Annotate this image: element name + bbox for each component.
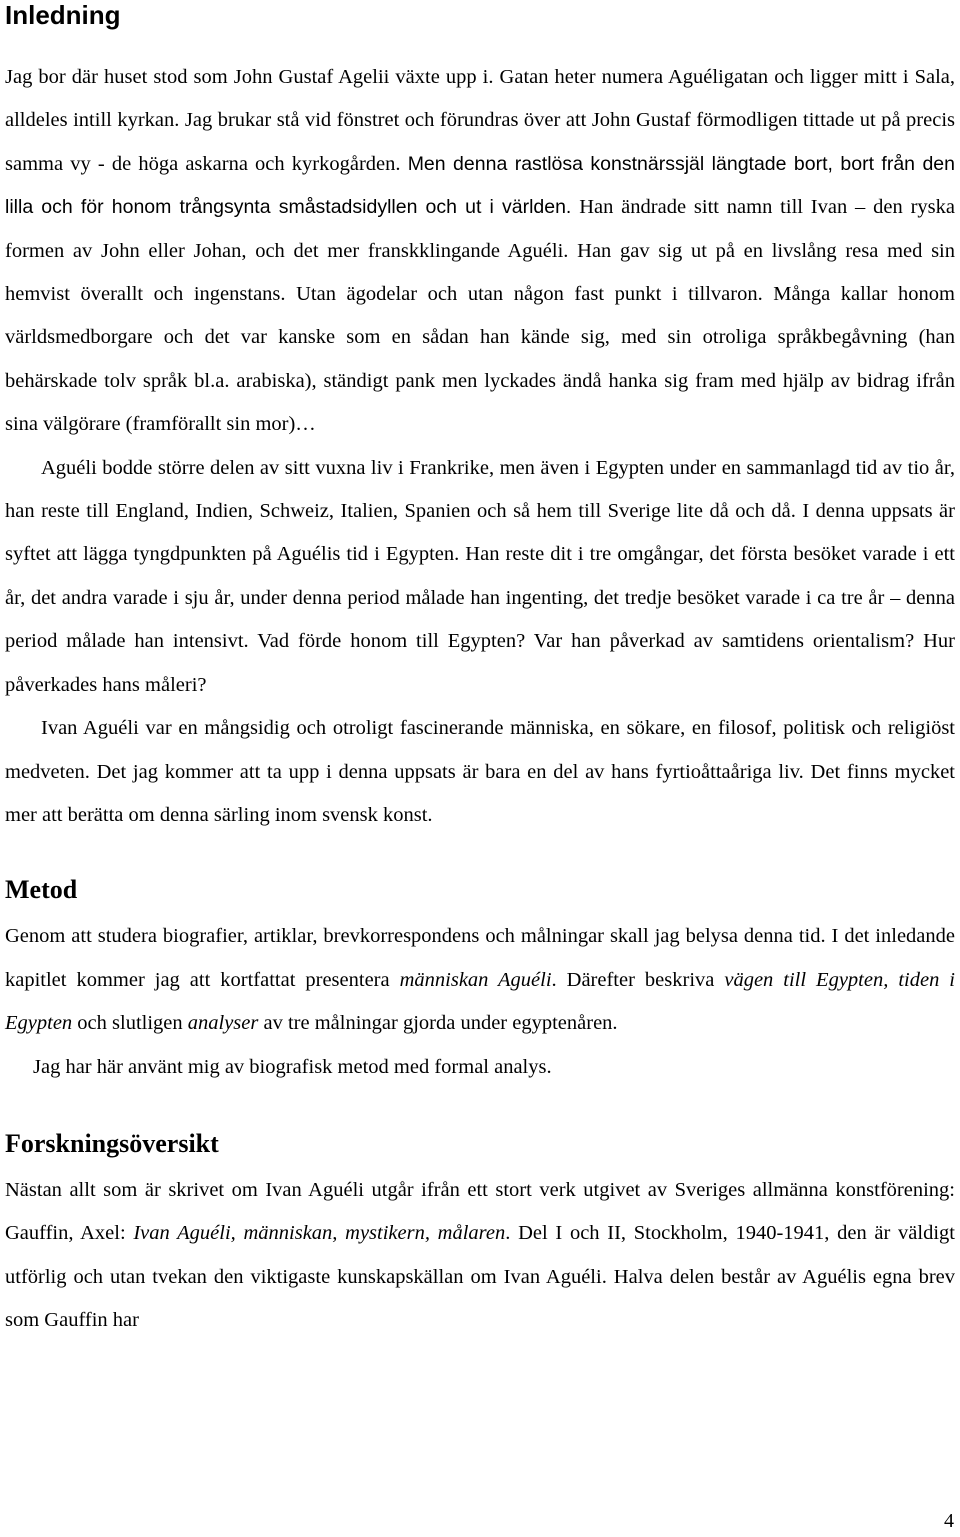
paragraph-text: av tre målningar gjorda under egyptenåren. [258,1012,618,1035]
paragraph-forskning-1 [5,1169,955,1343]
paragraph-text: Genom att studera biografier, artiklar, brevkorrespondens och målningar skall jag belysa denna tid. I det inledande kapitlet kommer jag att kortfattat presentera [5,925,955,991]
paragraph-text: Nästan allt som är skrivet om Ivan Aguéli utgår ifrån ett stort verk utgivet av Sveriges allmänna konstförening: Gauffin, Axel: [5,1178,955,1245]
italic-text: analyser [187,1012,259,1035]
section-heading-inledning: Inledning [5,0,121,30]
paragraph-inledning-2: Aguéli bodde större delen av sitt vuxna liv i Frankrike, men även i Egypten under en sammanlagd tid av tio år, han reste till England, Indien, Schweiz, Italien, Spanien och så hem till Sverige lite då och då. I denna uppsats är syftet att lägga tyngdpunkten på Aguélis tid i Egypten. Han reste dit i tre omgångar, det första besöket varade i ett år, det andra varade i sju år, under denna period målade han ingenting, det tredje besöket varade i ca tre år – denna period målade han intensivt. Vad förde honom till Egypten? Var han påverkad av samtidens orientalism? Hur påverkades hans måleri? [5,456,955,696]
paragraph-text: Han ändrade sitt namn till Ivan – den ryska formen av John eller Johan, och det mer franskklingande Aguéli. Han gav sig ut på en livslång resa med sin hemvist överallt och ingenstans. Utan ägodelar och utan någon fast punkt i tillvaron. Många kallar honom världsmedborgare och det var kanske som en sådan han kände sig, med sin otroliga språkbegåvning (han behärskade tolv språk bl.a. arabiska), ständigt pank men lyckades ändå hanka sig fram med hjälp av bidrag ifrån sina välgörare (framförallt sin mor)… [5,196,955,436]
paragraph-text-sans: Men denna rastlösa konstnärssjäl längtade bort, bort från den lilla och för honom trångsynta småstadsidyllen och ut i världen. [5,152,955,219]
paragraph-metod-1 [5,915,955,1045]
paragraph-metod-2: Jag har här använt mig av biografisk metod med formal analys. [33,1055,552,1078]
section-heading-forskningsoversikt: Forskningsöversikt [5,1128,219,1158]
italic-text: människan Aguéli [399,968,552,991]
paragraph-inledning-3: Ivan Aguéli var en mångsidig och otroligt fascinerande människa, en sökare, en filosof, politisk och religiöst medveten. Det jag kommer att ta upp i denna uppsats är bara en del av hans fyrtioåttaåriga liv. Det finns mycket mer att berätta om denna särling inom svensk konst. [5,717,955,826]
paragraph-inledning-1 [5,56,955,447]
paragraph-text: och slutligen [72,1012,188,1035]
page-number: 4 [944,1510,954,1532]
paragraph-text: . Del I och II, Stockholm, 1940-1941, den är väldigt utförlig och utan tvekan den viktigaste kunskapskällan om Ivan Aguéli. Halva delen består av Aguélis egna brev som Gauffin har [5,1222,955,1332]
italic-text: Ivan Aguéli, människan, mystikern, målaren [133,1222,506,1245]
document-page [5,0,955,1343]
section-heading-metod: Metod [5,875,78,905]
inledning-section [5,56,955,837]
paragraph-text: . Därefter beskriva [551,968,725,991]
forskning-section [5,1169,955,1343]
italic-text: vägen till Egypten, tiden i Egypten [5,968,955,1035]
metod-section [5,915,955,1089]
paragraph-text: Jag bor där huset stod som John Gustaf Agelii växte upp i. Gatan heter numera Aguéligatan och ligger mitt i Sala, alldeles intill kyrkan. Jag brukar stå vid fönstret och förundras över att John Gustaf förmodligen tittade ut på precis samma vy - de höga askarna och kyrkogården. [5,66,955,175]
